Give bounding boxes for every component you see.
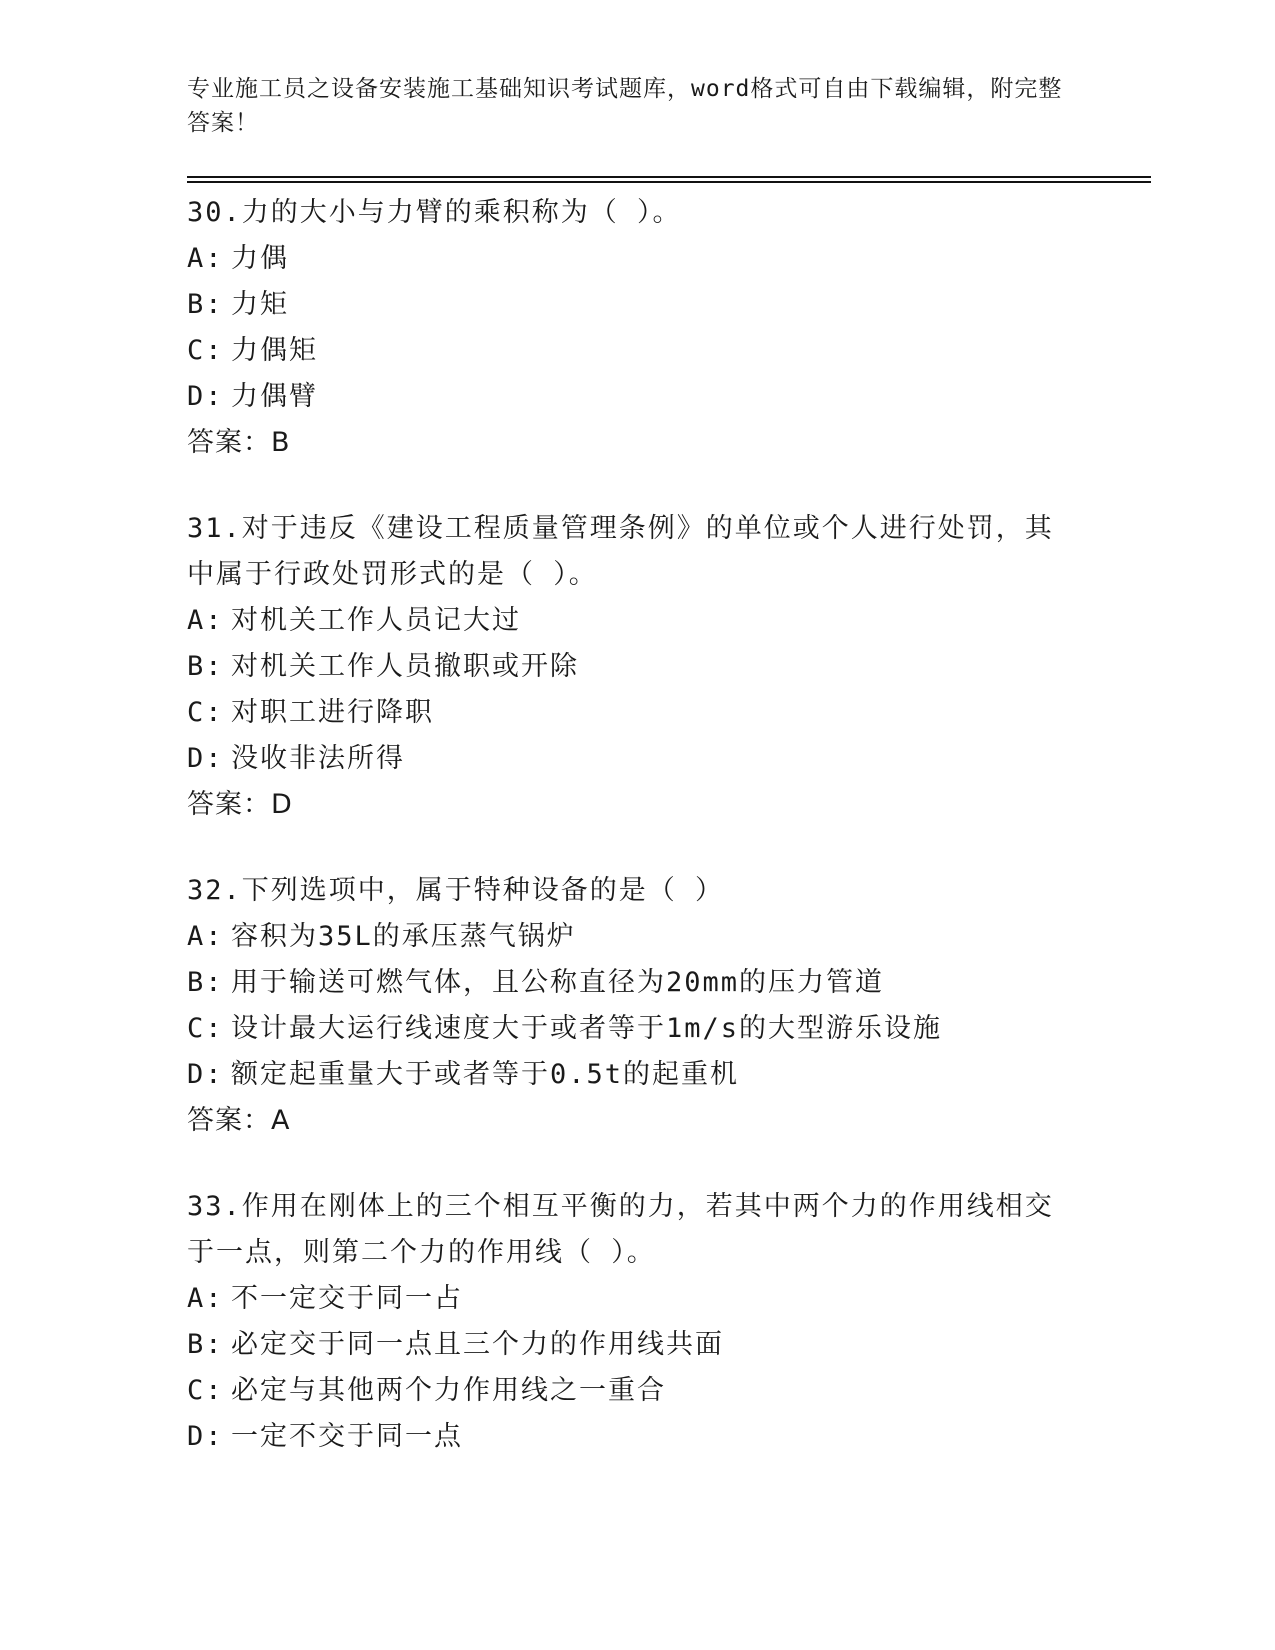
option-a: [187, 236, 1087, 282]
option-text: 设计最大运行线速度大于或者等于1m/s的大型游乐设施: [231, 1013, 943, 1044]
header-rule-bottom: [187, 181, 1151, 183]
question-stem: 31.对于违反《建设工程质量管理条例》的单位或个人进行处罚，其中属于行政处罚形式的是（ ）。: [187, 513, 1054, 590]
question-33: [187, 1184, 1087, 1460]
question-list: [187, 190, 1087, 1500]
question-stem: 30.力的大小与力臂的乘积称为（ ）。: [187, 197, 682, 228]
option-a: [187, 598, 1087, 644]
option-c: [187, 1006, 1087, 1052]
option-text: 对机关工作人员撤职或开除: [231, 651, 579, 682]
option-letter: A:: [187, 1283, 224, 1314]
option-text: 对机关工作人员记大过: [231, 605, 521, 636]
question-stem: 32.下列选项中，属于特种设备的是（ ）: [187, 875, 725, 906]
option-letter: D:: [187, 1059, 224, 1090]
option-text: 不一定交于同一占: [231, 1283, 463, 1314]
option-letter: D:: [187, 743, 224, 774]
option-text: 力偶臂: [231, 381, 318, 412]
option-b: [187, 960, 1087, 1006]
option-letter: C:: [187, 1375, 224, 1406]
option-d: [187, 1414, 1087, 1460]
option-letter: C:: [187, 697, 224, 728]
document-header: 专业施工员之设备安装施工基础知识考试题库，word格式可自由下载编辑，附完整答案！: [187, 76, 1063, 136]
option-a: [187, 914, 1087, 960]
option-letter: A:: [187, 605, 224, 636]
question-stem: 33.作用在刚体上的三个相互平衡的力，若其中两个力的作用线相交于一点，则第二个力的作用线（ ）。: [187, 1191, 1054, 1268]
option-text: 必定与其他两个力作用线之一重合: [231, 1375, 666, 1406]
option-text: 对职工进行降职: [231, 697, 434, 728]
option-letter: B:: [187, 1329, 224, 1360]
question-30: [187, 190, 1087, 466]
option-letter: B:: [187, 289, 224, 320]
option-letter: C:: [187, 1013, 224, 1044]
option-text: 容积为35L的承压蒸气锅炉: [231, 921, 576, 952]
option-d: [187, 1052, 1087, 1098]
option-letter: A:: [187, 243, 224, 274]
option-letter: D:: [187, 1421, 224, 1452]
option-c: [187, 1368, 1087, 1414]
option-letter: B:: [187, 967, 224, 998]
option-b: [187, 282, 1087, 328]
option-letter: A:: [187, 921, 224, 952]
option-text: 没收非法所得: [231, 743, 405, 774]
answer-line: 答案：A: [187, 1105, 291, 1136]
option-text: 必定交于同一点且三个力的作用线共面: [231, 1329, 724, 1360]
option-letter: C:: [187, 335, 224, 366]
option-text: 力矩: [231, 289, 289, 320]
option-a: [187, 1276, 1087, 1322]
option-text: 用于输送可燃气体，且公称直径为20mm的压力管道: [231, 967, 885, 998]
option-text: 力偶矩: [231, 335, 318, 366]
option-d: [187, 736, 1087, 782]
question-31: [187, 506, 1087, 828]
option-d: [187, 374, 1087, 420]
option-text: 力偶: [231, 243, 289, 274]
option-letter: D:: [187, 381, 224, 412]
option-b: [187, 1322, 1087, 1368]
answer-line: 答案：B: [187, 427, 291, 458]
option-b: [187, 644, 1087, 690]
answer-line: 答案：D: [187, 789, 293, 820]
question-32: [187, 868, 1087, 1144]
option-c: [187, 690, 1087, 736]
option-letter: B:: [187, 651, 224, 682]
header-rule-top: [187, 176, 1151, 178]
option-text: 一定不交于同一点: [231, 1421, 463, 1452]
option-c: [187, 328, 1087, 374]
option-text: 额定起重量大于或者等于0.5t的起重机: [231, 1059, 740, 1090]
